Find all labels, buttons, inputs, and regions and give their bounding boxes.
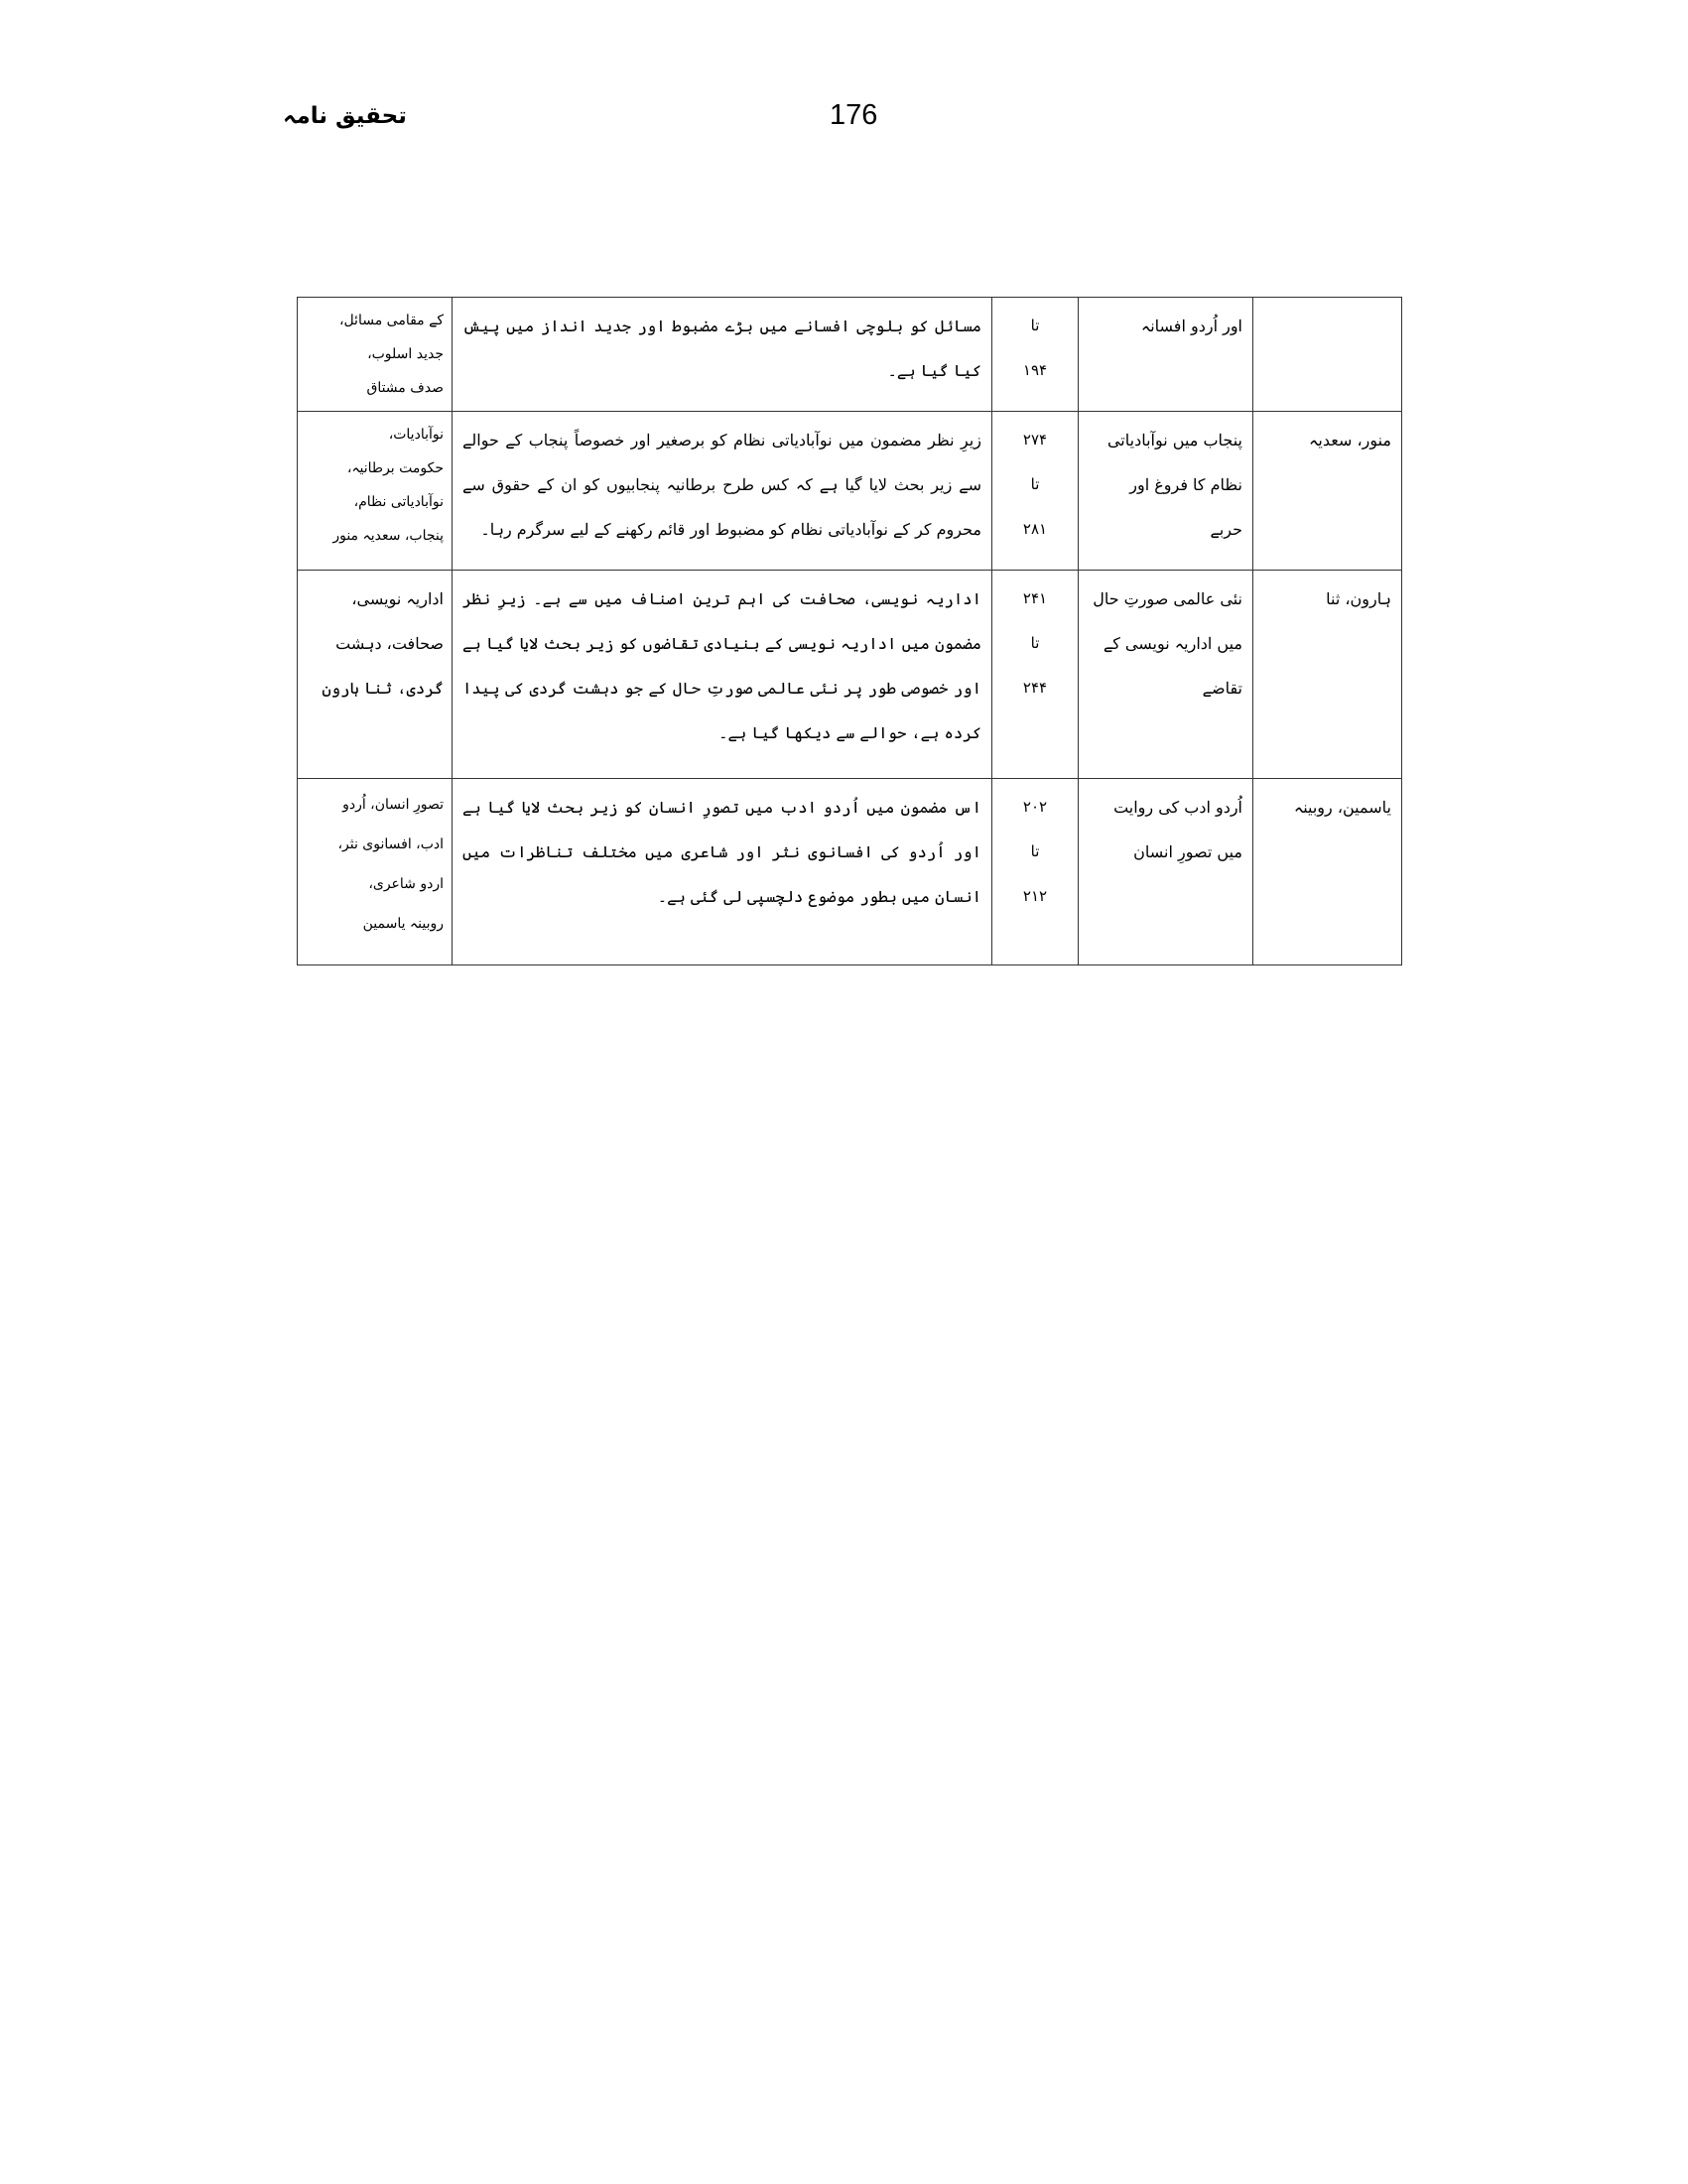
pages-line: ۱۹۴: [1022, 361, 1048, 379]
keyword-line: گردی، ثنا ہارون: [322, 679, 444, 698]
pages-cell: [992, 779, 1079, 965]
keywords-cell: [298, 571, 453, 779]
pages-line: ۲۸۱: [1022, 520, 1048, 538]
author-cell: [1253, 298, 1402, 412]
title-line: نظام کا فروغ اور: [1129, 475, 1242, 494]
keywords-cell: [298, 779, 453, 965]
pages-line: ۲۷۴: [1022, 431, 1048, 449]
keyword-line: نوآبادیات،: [388, 427, 444, 443]
keywords-cell: [298, 298, 453, 412]
keyword-line: اداریہ نویسی،: [351, 589, 444, 608]
summary-cell: اس مضمون میں اُردو ادب میں تصورِ انسان کو زیر بحث لایا گیا ہے اور اُردو کی افسانوی نثر اور شاعری میں مختلف تناظرات میں انسان میں بطور موضوع دلچسپی لی گئی ہے۔: [453, 779, 992, 965]
article-index-table: [297, 297, 1402, 965]
title-cell: [1079, 779, 1253, 965]
keyword-line: صدف مشتاق: [366, 380, 444, 396]
summary-cell: اداریہ نویسی، صحافت کی اہم ترین اصناف میں سے ہے۔ زیرِ نظر مضمون میں اداریہ نویسی کے بنیادی تقاضوں کو زیر بحث لایا گیا ہے اور خصوصی طور پر نئی عالمی صورتِ حال کے جو دہشت گردی کی پیدا کردہ ہے، حوالے سے دیکھا گیا ہے۔: [453, 571, 992, 779]
title-line: اُردو ادب کی روایت: [1113, 798, 1242, 817]
keyword-line: روبینہ یاسمین: [362, 916, 444, 932]
keyword-line: پنجاب، سعدیہ منور: [332, 528, 444, 544]
pages-line: ۲۱۲: [1022, 887, 1048, 905]
pages-line: تا: [1030, 842, 1040, 860]
summary-cell: مسائل کو بلوچی افسانے میں بڑے مضبوط اور جدید انداز میں پیش کیا گیا ہے۔: [453, 298, 992, 412]
title-line: تقاضے: [1202, 679, 1242, 698]
table-row: [298, 779, 1402, 965]
title-line: حربے: [1210, 520, 1242, 539]
keyword-line: تصورِ انسان، اُردو: [342, 797, 444, 813]
page-number: 176: [830, 99, 878, 131]
pages-line: تا: [1030, 475, 1040, 493]
keyword-line: اردو شاعری،: [368, 876, 444, 892]
title-line: میں تصورِ انسان: [1133, 842, 1242, 861]
pages-cell: [992, 298, 1079, 412]
keywords-cell: [298, 412, 453, 571]
journal-name: تحقیق نامہ: [283, 103, 407, 129]
table-row: [298, 298, 1402, 412]
pages-cell: [992, 412, 1079, 571]
keyword-line: ادب، افسانوی نثر،: [337, 836, 444, 852]
pages-line: تا: [1030, 634, 1040, 652]
pages-cell: [992, 571, 1079, 779]
title-cell: [1079, 571, 1253, 779]
title-line: میں اداریہ نویسی کے: [1103, 634, 1242, 653]
author-cell: منور، سعدیہ: [1253, 412, 1402, 571]
keyword-line: صحافت، دہشت: [335, 634, 444, 653]
author-cell: یاسمین، روبینہ: [1253, 779, 1402, 965]
title-line: نئی عالمی صورتِ حال: [1093, 589, 1242, 608]
keyword-line: حکومت برطانیہ،: [346, 460, 444, 476]
keyword-line: کے مقامی مسائل،: [338, 313, 444, 328]
pages-line: تا: [1030, 317, 1040, 334]
pages-line: ۲۴۱: [1022, 589, 1048, 607]
title-cell: [1079, 412, 1253, 571]
keyword-line: نوآبادیاتی نظام،: [353, 494, 444, 510]
title-line: پنجاب میں نوآبادیاتی: [1106, 431, 1242, 450]
table-row: [298, 412, 1402, 571]
pages-line: ۲۰۲: [1022, 798, 1048, 816]
keyword-line: جدید اسلوب،: [367, 346, 444, 362]
pages-line: ۲۴۴: [1022, 679, 1048, 697]
author-cell: ہارون، ثنا: [1253, 571, 1402, 779]
table-row: [298, 571, 1402, 779]
title-line: اور اُردو افسانہ: [1140, 317, 1242, 335]
title-cell: [1079, 298, 1253, 412]
summary-cell: زیرِ نظر مضمون میں نوآبادیاتی نظام کو برصغیر اور خصوصاً پنجاب کے حوالے سے زیر بحث لایا گیا ہے کہ کس طرح برطانیہ پنجابیوں کو ان کے حقوق سے محروم کر کے نوآبادیاتی نظام کو مضبوط اور قائم رکھنے کے لیے سرگرم رہا۔: [453, 412, 992, 571]
